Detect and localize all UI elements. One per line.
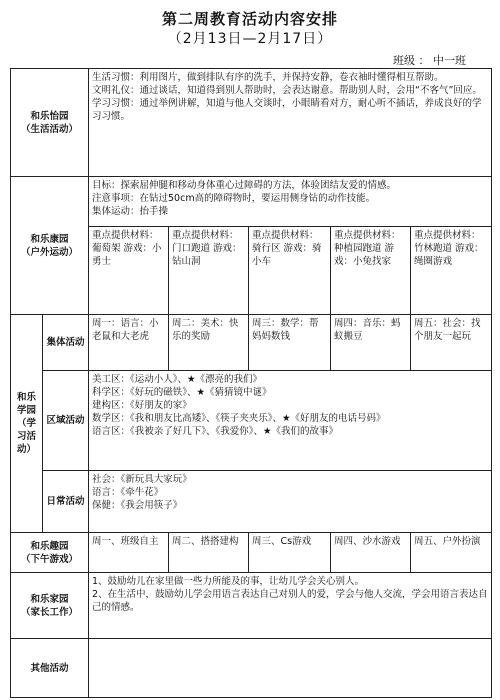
collective-cell: 周五：社会：找个朋友一起玩 (411, 315, 492, 371)
page-subtitle: （2月13日—2月17日） (167, 31, 333, 47)
home-header-line: （家长工作） (21, 606, 79, 618)
life-header-line: 和乐怡园 (30, 110, 69, 122)
outdoor-header (11, 177, 89, 315)
life-header (11, 69, 89, 177)
outdoor-header-line: （户外运动） (21, 246, 79, 258)
outdoor-goal-row (11, 177, 492, 227)
outdoor-notice: 注意事项：在钻过50cm高的障碍物时，要运用侧身钻的动作技能。 (92, 193, 376, 204)
fun-cell: 周五、户外扮演 (411, 533, 492, 573)
area-item: 建构区：《好朋友的家》 (92, 400, 192, 411)
life-content (89, 69, 492, 177)
home-row (11, 573, 492, 639)
home-item: 1、鼓励幼儿在家里做一些力所能及的事，让幼儿学会关心别人。 (92, 576, 365, 587)
fun-row (11, 533, 492, 573)
outdoor-cell: 重点提供材料：种植园跑道 游戏：小兔找家 (331, 227, 411, 315)
activity-plan-table (10, 68, 492, 698)
collective-cell: 周三：数学：帮妈妈数钱 (249, 315, 331, 371)
life-header-line: （生活活动） (21, 123, 79, 135)
fun-cell: 周四、沙水游戏 (331, 533, 411, 573)
life-etiquette: 文明礼仪：通过谈话，知道得到别人帮助时，会表达谢意。帮助别人时，会用“不客气”回应。 (92, 85, 482, 96)
home-content (89, 573, 492, 639)
area-item: 数学区：《我和朋友比高矮》、《筷子夹夹乐》、★《好朋友的电话号码》 (92, 413, 386, 424)
other-row (11, 639, 492, 698)
area-item: 美工区：《运动小人》、★《漂亮的我们》 (92, 374, 263, 385)
outdoor-header-line: 和乐康园 (30, 233, 69, 245)
learn-area-row (11, 371, 492, 471)
home-item: 2、在生活中，鼓励幼儿学会用语言表达自己对别人的爱，学会与他人交流，学会用语言表达自己的情感。 (92, 589, 488, 613)
life-row (11, 69, 492, 177)
fun-header (11, 533, 89, 573)
daily-content (89, 471, 492, 533)
daily-item: 社会：《新玩具大家玩》 (92, 474, 192, 485)
collective-cell: 周一：语言：小老鼠和大老虎 (89, 315, 169, 371)
fun-header-line: 和乐趣园 (30, 540, 69, 552)
outdoor-cell: 重点提供材料：骑行区 游戏：骑小车 (249, 227, 331, 315)
collective-label: 集体活动 (43, 315, 89, 371)
learn-collective-row (11, 315, 492, 371)
outdoor-cell: 重点提供材料：葡萄架 游戏：小勇士 (89, 227, 169, 315)
other-header: 其他活动 (11, 639, 89, 698)
class-label: 班级 ： 中一班 (393, 54, 466, 67)
life-habit: 生活习惯：利用图片，做到排队有序的洗手，并保持安静，卷衣袖时懂得相互帮助。 (92, 72, 444, 83)
daily-item: 语言：《牵牛花》 (92, 487, 164, 498)
outdoor-goal (89, 177, 492, 227)
learn-daily-row (11, 471, 492, 533)
daily-item: 保健：《我会用筷子》 (92, 500, 183, 511)
outdoor-cell: 重点提供材料：竹林跑道 游戏：绳圈游戏 (411, 227, 492, 315)
fun-cell: 周一、班级自主 (89, 533, 169, 573)
life-study-habit: 学习习惯：通过举例讲解，知道与他人交谈时，小眼睛看对方，耐心听不插话，养成良好的学习习惯。 (92, 98, 482, 122)
outdoor-group-exercise: 集体运动：抬手操 (92, 206, 169, 217)
outdoor-cell: 重点提供材料：门口跑道 游戏：钻山洞 (169, 227, 249, 315)
collective-cell: 周四：音乐：蚂蚁搬豆 (331, 315, 411, 371)
other-content (89, 639, 492, 698)
learn-header: 和乐学园（学习活动） (11, 315, 43, 533)
area-item: 语言区：《我被亲了好几下》、《我爱你》、★《我们的故事》 (92, 426, 339, 437)
daily-label: 日常活动 (43, 471, 89, 533)
area-content (89, 371, 492, 471)
collective-cell: 周二：美术：快乐的奖励 (169, 315, 249, 371)
area-item: 科学区：《好玩的磁铁》、★《猜猜镜中谜》 (92, 387, 272, 398)
fun-cell: 周三、Cs游戏 (249, 533, 331, 573)
outdoor-target: 目标：探索屈伸腿和移动身体重心过障碍的方法，体验团结友爱的情感。 (92, 180, 397, 191)
fun-header-line: （下午游戏） (21, 553, 79, 565)
fun-cell: 周二、搭搭建构 (169, 533, 249, 573)
page-title: 第二周教育活动内容安排 (161, 10, 338, 28)
home-header-line: 和乐家园 (30, 593, 69, 605)
home-header (11, 573, 89, 639)
area-label: 区域活动 (43, 371, 89, 471)
